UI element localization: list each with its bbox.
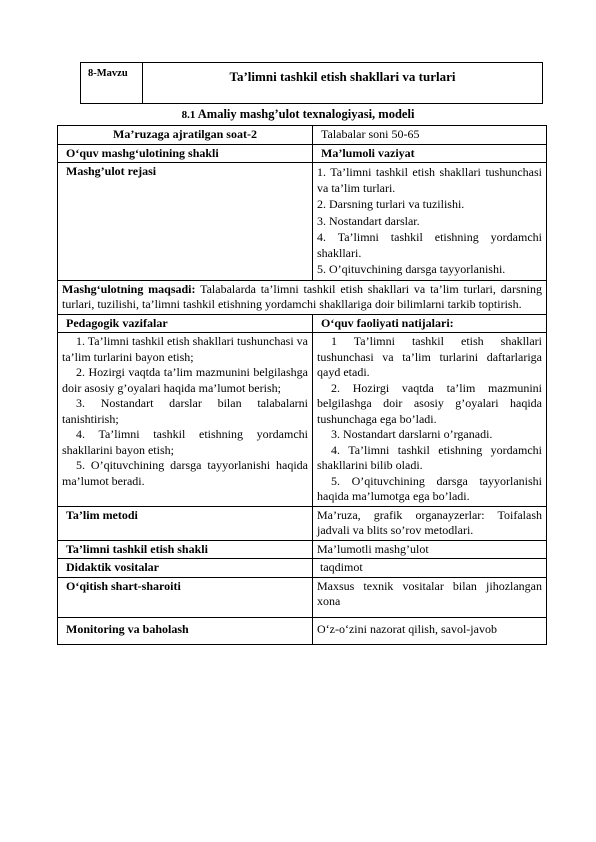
goal-cell [58,280,547,314]
students-label: Talabalar soni 50-65 [313,126,547,145]
table-row [58,333,547,507]
results-label: O‘quv faoliyati natijalari: [313,314,547,333]
hours-label: Ma’ruzaga ajratilgan soat-2 [58,126,313,145]
list-item: 3. Nostandart darslar bilan talabalarni tanishtirish; [62,396,308,426]
monitoring-label: Monitoring va baholash [58,617,313,645]
method-label: Ta’lim metodi [58,506,313,540]
tools-value: taqdimot [313,559,547,578]
subtitle-text: Amaliy mashg’ulot texnalogiyasi, modeli [197,107,415,121]
list-item: 2. Hozirgi vaqtda ta’lim mazmunini belgilashga doir asosiy g’oyalari haqida ma’lumot berish; [62,365,308,395]
conditions-label: O‘qitish shart-sharoiti [58,577,313,617]
list-item: 4. Ta’limni tashkil etishning yordamchi shakllari. [317,230,542,260]
list-item: 1. Ta’limni tashkil etish shakllari tushunchasi va ta’lim turlarini bayon etish; [62,334,308,364]
list-item: 3. Nostandart darslarni o’rganadi. [331,427,493,441]
org-label: Ta’limni tashkil etish shakli [58,540,313,559]
table-row [58,144,547,163]
goal-text: Talabalarda ta’limni tashkil etish shakllari va ta’lim turlari, darsning turlari, tuzilishi, ta’limni tashkil etishning yordamchi shakllariga doir bilimlarni tarkib toptirish. [62,281,542,311]
plan-label: Mashg’ulot rejasi [58,163,313,281]
conditions-value: Maxsus texnik vositalar bilan jihozlangan xona [313,577,547,617]
results-cell [313,333,547,507]
table-row [58,506,547,540]
list-item: 5. O’qituvchining darsga tayyorlanishi haqida ma’lumotga ega bo’ladi. [317,473,542,503]
table-row [58,617,547,645]
method-value: Ma’ruza, grafik organayzerlar: Toifalash jadvali va blits so’rov metodlari. [313,506,547,540]
monitoring-value: O‘z-o‘zini nazorat qilish, savol-javob [313,617,547,645]
table-row [58,540,547,559]
table-row [58,280,547,314]
form-value: Ma’lumoli vaziyat [313,144,547,163]
topic-header-box [80,62,543,104]
ped-label: Pedagogik vazifalar [58,314,313,333]
lesson-model-table [57,125,547,645]
list-item: 1 Ta’limni tashkil etish shakllari tushunchasi va ta’lim turlarini daftarlariga qayd etadi. [317,334,542,379]
form-label: O‘quv mashg‘ulotining shakli [58,144,313,163]
table-row [58,126,547,145]
section-subtitle [0,107,596,122]
list-item: 3. Nostandart darslar. [317,213,420,228]
table-row [58,314,547,333]
table-row [58,577,547,617]
list-item: 1. Ta’limni tashkil etish shakllari tushunchasi va ta’lim turlari. [317,165,542,195]
ped-cell [58,333,313,507]
goal-label: Mashg‘ulotning maqsadi: [62,281,196,296]
list-item: 4. Ta’limni tashkil etishning yordamchi shakllarini bilib oladi. [317,442,542,472]
table-row [58,163,547,281]
table-row [58,559,547,578]
list-item: 4. Ta’limni tashkil etishning yordamchi shakllarini bayon etish; [62,427,308,457]
subtitle-number: 8.1 [181,109,196,121]
org-value: Ma’lumotli mashg’ulot [313,540,547,559]
topic-number: 8-Mavzu [81,63,143,103]
list-item: 5. O’qituvchining darsga tayyorlanishi haqida ma’lumot beradi. [62,458,308,488]
list-item: 5. O’qituvchining darsga tayyorlanishi. [317,262,506,276]
tools-label: Didaktik vositalar [58,559,313,578]
topic-title: Ta’limni tashkil etish shakllari va turlari [229,69,456,84]
plan-cell [313,163,547,281]
list-item: 2. Hozirgi vaqtda ta’lim mazmunini belgilashga doir asosiy g’oyalari haqida tushunchaga ega bo’ladi. [317,380,542,426]
plan-list [317,165,542,278]
list-item: 2. Darsning turlari va tuzilishi. [317,197,465,211]
